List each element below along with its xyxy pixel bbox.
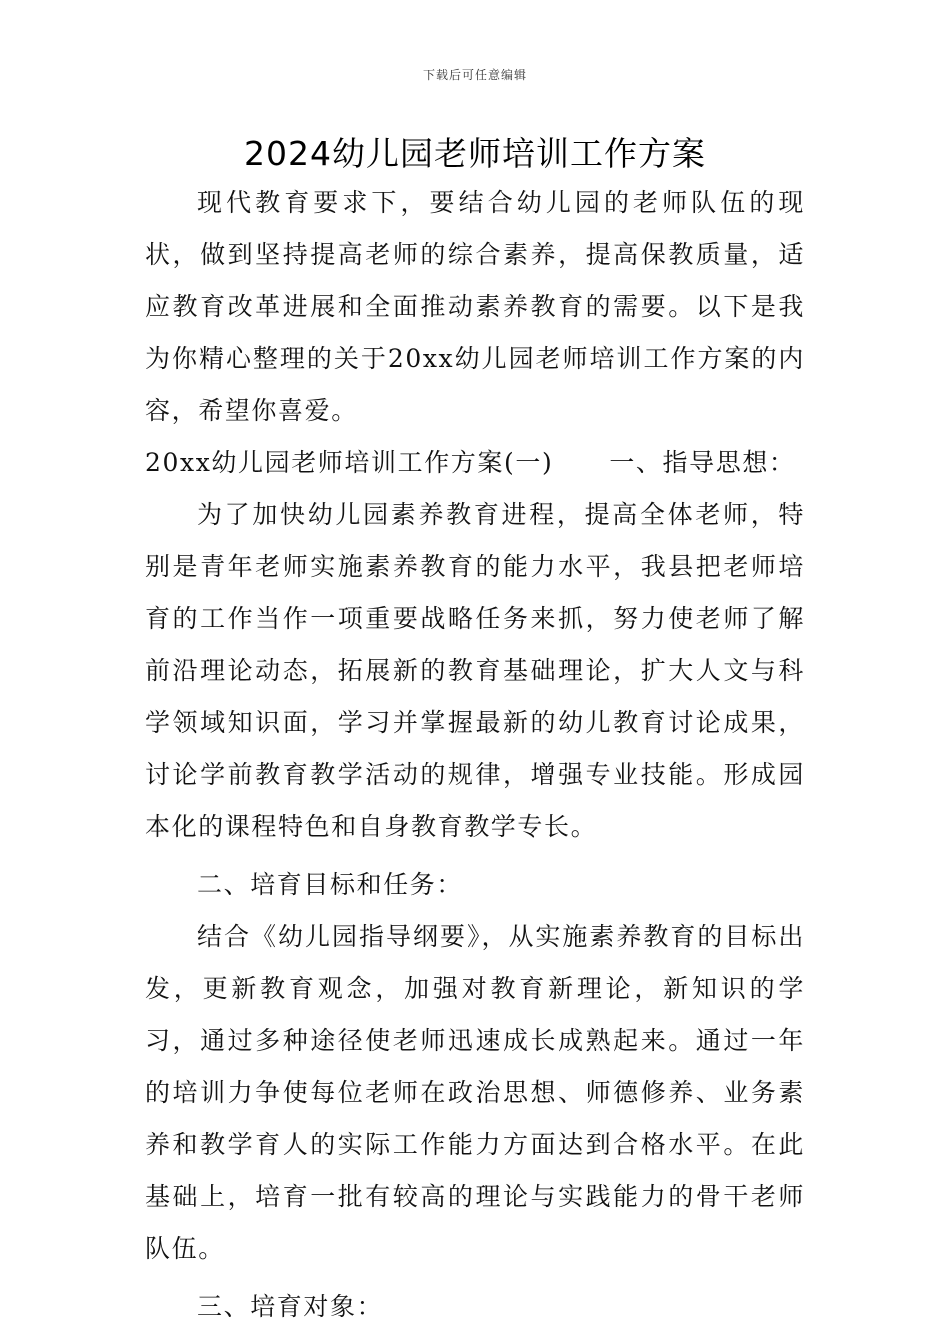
section3-heading: 三、培育对象： — [197, 1292, 384, 1321]
section2-paragraph: 结合《幼儿园指导纲要》，从实施素养教育的目标出发，更新教育观念，加强对教育新理论，新知识的学习，通过多种途径使老师迅速成长成熟起来。通过一年的培训力争使每位老师在政治思想、师德修养、业务素养和教学育人的实际工作能力方面达到合格水平。在此基础上，培育一批有较高的理论与实践能力的骨干老师队伍。 — [145, 922, 805, 1263]
section2-heading: 二、培育目标和任务： — [197, 870, 464, 899]
section1-paragraph: 为了加快幼儿园素养教育进程，提高全体老师，特别是青年老师实施素养教育的能力水平，我县把老师培育的工作当作一项重要战略任务来抓，努力使老师了解前沿理论动态，拓展新的教育基础理论，扩大人文与科学领域知识面，学习并掌握最新的幼儿教育讨论成果，讨论学前教育教学活动的规律，增强专业技能。形成园本化的课程特色和自身教育教学专长。 — [145, 500, 805, 841]
plan-title-row — [145, 437, 805, 489]
intro-paragraph: 现代教育要求下，要结合幼儿园的老师队伍的现状，做到坚持提高老师的综合素养，提高保教质量，适应教育改革进展和全面推动素养教育的需要。以下是我为你精心整理的关于20xx幼儿园老师培训工作方案的内容，希望你喜爱。 — [145, 188, 805, 425]
section1-heading: 一、指导思想： — [609, 448, 796, 477]
header-note: 下载后可任意编辑 — [422, 68, 527, 82]
plan-title: 20xx幼儿园老师培训工作方案(一) — [145, 448, 554, 477]
document-body — [145, 177, 805, 1333]
document-title: 2024幼儿园老师培训工作方案 — [244, 134, 706, 173]
